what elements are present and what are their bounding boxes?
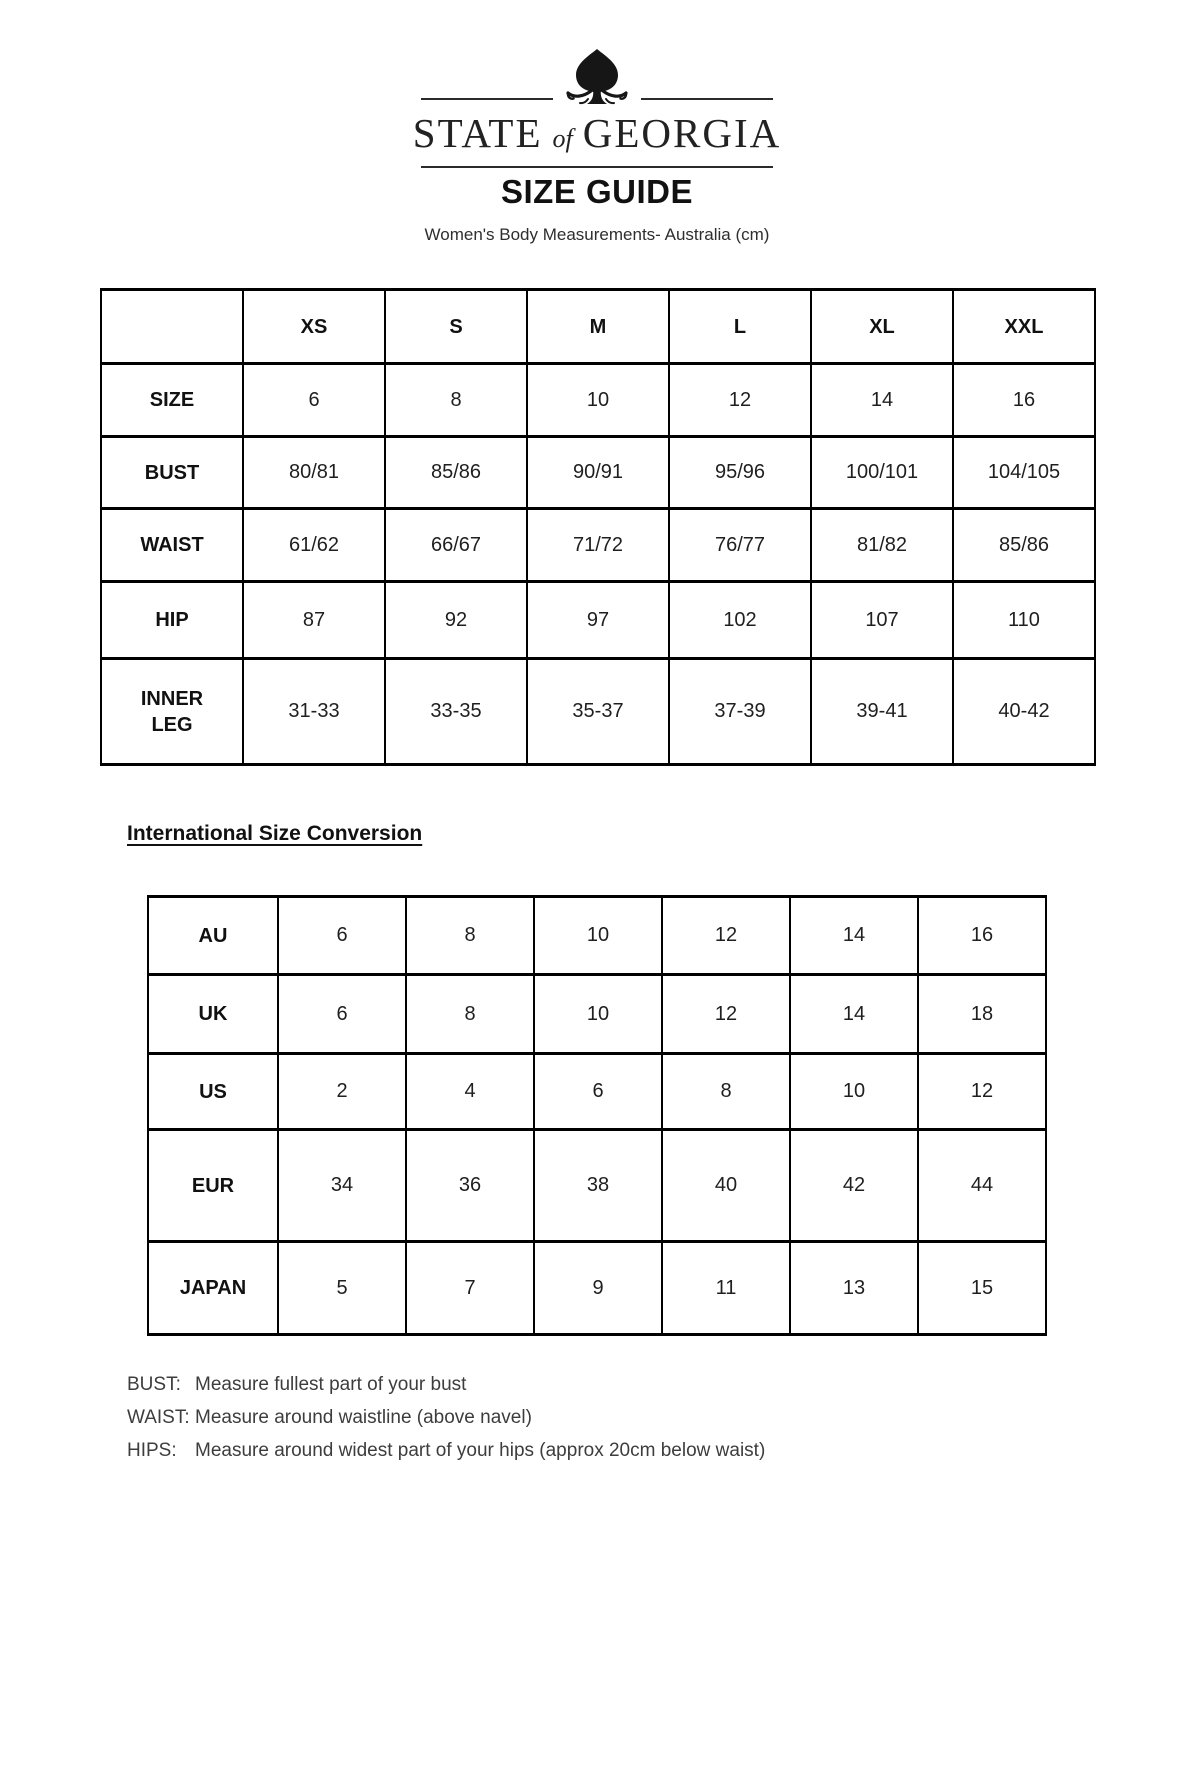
row-label-eur: EUR xyxy=(148,1130,278,1242)
size-value: 6 xyxy=(243,364,385,437)
size-value: 8 xyxy=(385,364,527,437)
uk-value: 14 xyxy=(790,975,918,1054)
waist-value: 61/62 xyxy=(243,509,385,582)
inner-leg-value: 39-41 xyxy=(811,659,953,765)
table-row-uk xyxy=(148,975,1046,1054)
us-value: 6 xyxy=(534,1054,662,1130)
document-header xyxy=(0,54,1194,246)
us-value: 10 xyxy=(790,1054,918,1130)
table-row-eur xyxy=(148,1130,1046,1242)
size-value: 16 xyxy=(953,364,1095,437)
brand-name-georgia: GEORGIA xyxy=(582,110,782,156)
table-row-bust xyxy=(101,437,1095,509)
uk-value: 12 xyxy=(662,975,790,1054)
au-value: 8 xyxy=(406,897,534,975)
note-waist xyxy=(127,1401,765,1434)
au-value: 6 xyxy=(278,897,406,975)
us-value: 4 xyxy=(406,1054,534,1130)
bust-value: 90/91 xyxy=(527,437,669,509)
eur-value: 42 xyxy=(790,1130,918,1242)
japan-value: 13 xyxy=(790,1242,918,1335)
bust-value: 80/81 xyxy=(243,437,385,509)
header-cell-xxl: XXL xyxy=(953,290,1095,364)
tree-icon xyxy=(561,49,633,112)
eur-value: 38 xyxy=(534,1130,662,1242)
waist-value: 76/77 xyxy=(669,509,811,582)
page-subtitle: Women's Body Measurements- Australia (cm) xyxy=(424,225,770,244)
note-text-hips: Measure around widest part of your hips (approx 20cm below waist) xyxy=(195,1440,766,1461)
note-text-waist: Measure around waistline (above navel) xyxy=(195,1407,532,1428)
eur-value: 36 xyxy=(406,1130,534,1242)
hip-value: 87 xyxy=(243,582,385,659)
measurement-table xyxy=(100,288,1096,766)
table-row-au xyxy=(148,897,1046,975)
au-value: 14 xyxy=(790,897,918,975)
au-value: 10 xyxy=(534,897,662,975)
row-label-us: US xyxy=(148,1054,278,1130)
table-row-hip xyxy=(101,582,1095,659)
logo-rule-right xyxy=(641,98,773,100)
header-cell-xl: XL xyxy=(811,290,953,364)
waist-value: 71/72 xyxy=(527,509,669,582)
hip-value: 102 xyxy=(669,582,811,659)
inner-leg-value: 31-33 xyxy=(243,659,385,765)
header-cell-xs: XS xyxy=(243,290,385,364)
us-value: 2 xyxy=(278,1054,406,1130)
size-value: 12 xyxy=(669,364,811,437)
logo-top-rule xyxy=(421,54,773,112)
brand-name-of: of xyxy=(552,124,573,153)
note-hips xyxy=(127,1434,765,1467)
table-row-inner-leg xyxy=(101,659,1095,765)
logo-bottom-rule xyxy=(421,166,773,168)
bust-value: 100/101 xyxy=(811,437,953,509)
eur-value: 44 xyxy=(918,1130,1046,1242)
page-title: SIZE GUIDE xyxy=(500,173,694,210)
uk-value: 10 xyxy=(534,975,662,1054)
table-row-us xyxy=(148,1054,1046,1130)
note-label-waist: WAIST: xyxy=(127,1407,190,1428)
row-label-uk: UK xyxy=(148,975,278,1054)
japan-value: 9 xyxy=(534,1242,662,1335)
row-label-size: SIZE xyxy=(101,364,243,437)
brand-wordmark xyxy=(412,110,782,160)
bust-value: 104/105 xyxy=(953,437,1095,509)
au-value: 16 xyxy=(918,897,1046,975)
bust-value: 85/86 xyxy=(385,437,527,509)
uk-value: 18 xyxy=(918,975,1046,1054)
conversion-table xyxy=(147,895,1047,1336)
us-value: 12 xyxy=(918,1054,1046,1130)
waist-value: 81/82 xyxy=(811,509,953,582)
brand-name-state: STATE xyxy=(412,110,543,156)
note-label-hips: HIPS: xyxy=(127,1440,177,1461)
inner-leg-value: 37-39 xyxy=(669,659,811,765)
header-cell-l: L xyxy=(669,290,811,364)
measurement-header-row xyxy=(101,290,1095,364)
inner-leg-value: 35-37 xyxy=(527,659,669,765)
us-value: 8 xyxy=(662,1054,790,1130)
japan-value: 7 xyxy=(406,1242,534,1335)
row-label-waist: WAIST xyxy=(101,509,243,582)
conversion-heading: International Size Conversion xyxy=(127,822,423,845)
inner-leg-value: 40-42 xyxy=(953,659,1095,765)
row-label-japan: JAPAN xyxy=(148,1242,278,1335)
header-cell-m: M xyxy=(527,290,669,364)
table-row-japan xyxy=(148,1242,1046,1335)
hip-value: 110 xyxy=(953,582,1095,659)
japan-value: 15 xyxy=(918,1242,1046,1335)
waist-value: 85/86 xyxy=(953,509,1095,582)
inner-leg-value: 33-35 xyxy=(385,659,527,765)
measuring-notes xyxy=(127,1368,765,1467)
hip-value: 107 xyxy=(811,582,953,659)
uk-value: 6 xyxy=(278,975,406,1054)
hip-value: 97 xyxy=(527,582,669,659)
size-value: 14 xyxy=(811,364,953,437)
row-label-inner-leg: INNER LEG xyxy=(101,659,243,765)
note-text-bust: Measure fullest part of your bust xyxy=(195,1374,467,1395)
table-row-waist xyxy=(101,509,1095,582)
japan-value: 11 xyxy=(662,1242,790,1335)
header-cell-empty xyxy=(101,290,243,364)
brand-logo xyxy=(412,54,782,168)
hip-value: 92 xyxy=(385,582,527,659)
logo-rule-left xyxy=(421,98,553,100)
table-row-size xyxy=(101,364,1095,437)
uk-value: 8 xyxy=(406,975,534,1054)
row-label-au: AU xyxy=(148,897,278,975)
waist-value: 66/67 xyxy=(385,509,527,582)
row-label-hip: HIP xyxy=(101,582,243,659)
size-value: 10 xyxy=(527,364,669,437)
au-value: 12 xyxy=(662,897,790,975)
bust-value: 95/96 xyxy=(669,437,811,509)
eur-value: 40 xyxy=(662,1130,790,1242)
note-label-bust: BUST: xyxy=(127,1374,181,1395)
note-bust xyxy=(127,1368,765,1401)
japan-value: 5 xyxy=(278,1242,406,1335)
eur-value: 34 xyxy=(278,1130,406,1242)
row-label-bust: BUST xyxy=(101,437,243,509)
header-cell-s: S xyxy=(385,290,527,364)
